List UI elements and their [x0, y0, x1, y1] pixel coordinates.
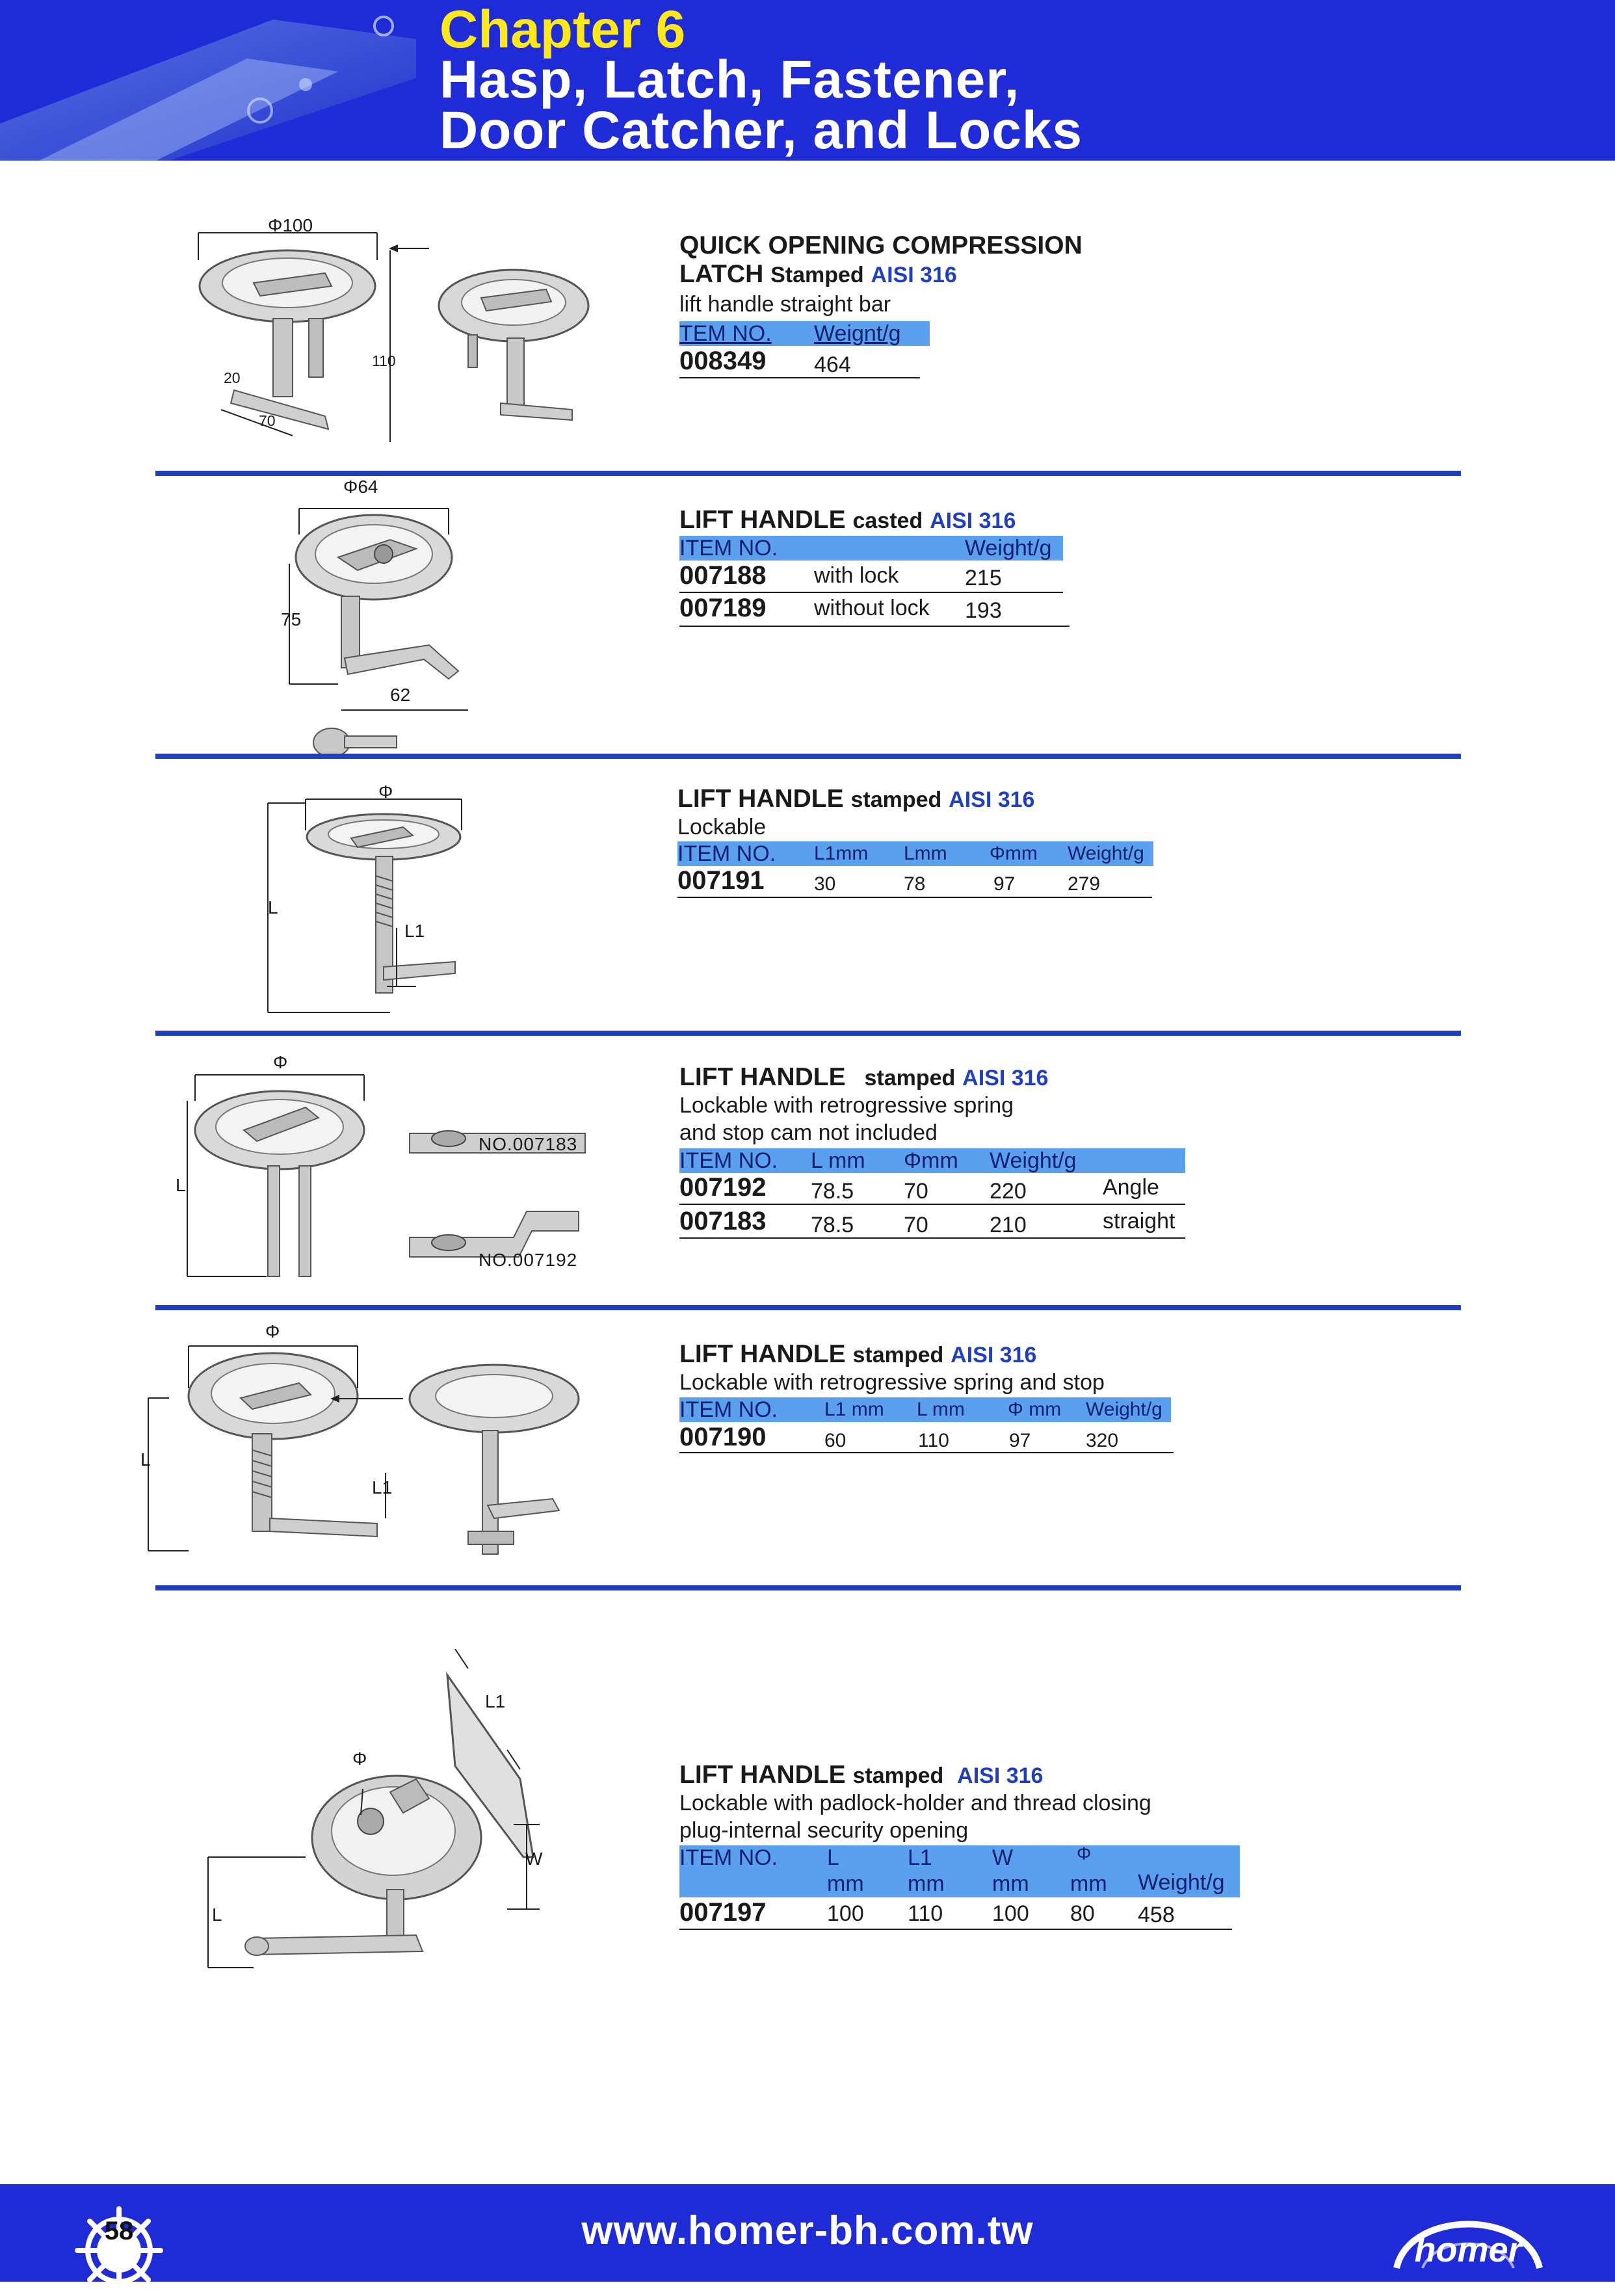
row-underline: [679, 626, 1070, 627]
product-name: LIFT HANDLE: [679, 1761, 846, 1789]
dim-l1: L1: [404, 921, 425, 941]
item-number: 007190: [679, 1423, 767, 1451]
weight-value: 464: [814, 352, 851, 377]
dim-diameter: Φ: [265, 1321, 280, 1341]
cam-type: straight: [1103, 1209, 1175, 1234]
l-value: 78.5: [811, 1213, 854, 1237]
product-007188: [0, 476, 1615, 756]
dim-width: 62: [390, 685, 411, 705]
item-number: 007192: [679, 1173, 767, 1202]
product-description: lift handle straight bar: [679, 292, 891, 317]
product-description: Lockable with retrogressive spring and stop: [679, 1370, 1105, 1395]
chapter-title-line-1: Hasp, Latch, Fastener,: [440, 50, 1020, 109]
product-name: LIFT HANDLE: [679, 506, 846, 534]
product-name: LIFT HANDLE: [679, 1063, 846, 1091]
col-weight: Weight/g: [1068, 843, 1144, 864]
item-number: 007197: [679, 1898, 767, 1927]
hinge-illustration: [0, 0, 416, 161]
col-item: ITEM NO.: [679, 1845, 778, 1870]
lift-handle-stop-drawing: [143, 1336, 624, 1570]
product-title: [679, 1063, 1048, 1092]
separator: [155, 1031, 1461, 1036]
col-l: L mm: [811, 1148, 865, 1173]
product-material: stamped: [852, 1763, 944, 1788]
col-weight: Weight/g: [1138, 1870, 1225, 1895]
chapter-number: Chapter 6: [440, 0, 686, 59]
item-number: 007183: [679, 1207, 767, 1235]
product-description: Lockable: [677, 815, 767, 839]
separator: [155, 471, 1461, 476]
product-material: stamped: [850, 787, 942, 812]
page-number: 58: [104, 2217, 134, 2245]
item-number: 008349: [679, 347, 767, 375]
col-l: L: [827, 1845, 839, 1870]
row-underline: [679, 1204, 1185, 1205]
dim-length: L: [176, 1175, 186, 1195]
product-name: LIFT HANDLE: [679, 1340, 846, 1368]
weight-value: 320: [1086, 1430, 1119, 1451]
product-007192: [0, 1036, 1615, 1302]
col-item: ITEM NO.: [679, 1148, 778, 1173]
col-phi: Φ mm: [1008, 1399, 1062, 1420]
variant: with lock: [814, 563, 899, 588]
weight-value: 279: [1068, 873, 1101, 895]
dim-length: L: [212, 1905, 222, 1925]
col-weight: Weignt/g: [814, 321, 901, 346]
product-title: [679, 231, 1083, 260]
unit-l: mm: [827, 1871, 864, 1896]
col-item: TEM NO.: [679, 321, 772, 346]
col-l: L mm: [917, 1399, 965, 1420]
phi-value: 97: [993, 873, 1016, 895]
col-item: ITEM NO.: [679, 536, 778, 561]
dim-l1: L1: [485, 1691, 506, 1711]
product-title: [677, 785, 1034, 814]
dim-diameter: Φ: [378, 782, 393, 802]
dim-diameter: Φ: [352, 1748, 367, 1769]
item-number: 007189: [679, 594, 767, 622]
col-l1: L1: [908, 1845, 932, 1870]
phi-value: 97: [1009, 1430, 1031, 1451]
separator: [155, 754, 1461, 759]
phi-value: 70: [904, 1179, 928, 1204]
chapter-header: [0, 0, 1615, 161]
col-phi: Φ: [1077, 1843, 1092, 1864]
separator: [155, 1585, 1461, 1590]
l-value: 100: [827, 1901, 864, 1926]
weight-value: 215: [965, 566, 1002, 590]
col-weight: Weight/g: [1086, 1399, 1162, 1420]
lift-handle-casted-drawing: [280, 489, 488, 762]
weight-value: 210: [990, 1213, 1027, 1237]
variant: without lock: [814, 596, 930, 620]
dim-diameter: Φ: [273, 1052, 288, 1072]
lift-handle-lockable-drawing: [260, 791, 481, 1019]
col-l1: L1 mm: [824, 1399, 884, 1420]
product-title-line-2: [679, 260, 957, 289]
product-grade: AISI 316: [871, 263, 957, 287]
product-title: [679, 506, 1016, 535]
cam-type: Angle: [1103, 1175, 1159, 1200]
row-underline: [679, 1237, 1185, 1239]
l-value: 78: [904, 873, 926, 895]
product-007197: [0, 1590, 1615, 2007]
col-weight: Weight/g: [990, 1148, 1077, 1173]
chapter-title-line-2: Door Catcher, and Locks: [440, 101, 1083, 160]
l-value: 78.5: [811, 1179, 854, 1204]
l1-value: 110: [908, 1901, 943, 1926]
product-grade: AISI 316: [951, 1343, 1037, 1367]
weight-value: 193: [965, 598, 1002, 623]
item-number: 007191: [677, 866, 765, 895]
unit-l1: mm: [908, 1871, 945, 1896]
weight-value: 458: [1138, 1903, 1175, 1927]
product-title: [679, 1340, 1036, 1369]
row-underline: [679, 1929, 1232, 1930]
dim-height: 75: [281, 609, 302, 629]
item-number: 007188: [679, 561, 767, 590]
product-grade: AISI 316: [930, 508, 1016, 533]
dim-diameter: Φ64: [343, 477, 378, 497]
product-name: LIFT HANDLE: [677, 785, 844, 813]
stop-cam-label-angle: NO.007192: [479, 1250, 578, 1270]
col-item: ITEM NO.: [677, 841, 776, 866]
dim-length: L: [140, 1449, 151, 1470]
col-item: ITEM NO.: [679, 1397, 778, 1422]
col-l: Lmm: [904, 843, 947, 864]
dim-l1: L1: [372, 1477, 393, 1498]
product-008349: [0, 195, 1615, 468]
product-grade: AISI 316: [949, 787, 1035, 812]
website-url[interactable]: www.homer-bh.com.tw: [581, 2208, 1034, 2253]
col-weight: Weight/g: [965, 536, 1052, 561]
unit-w: mm: [992, 1871, 1029, 1896]
product-name-2: LATCH: [679, 260, 764, 288]
row-underline: [679, 1452, 1174, 1453]
product-grade: AISI 316: [962, 1066, 1049, 1090]
unit-phi: mm: [1070, 1871, 1107, 1896]
dim-length: 70: [259, 412, 276, 429]
product-description: Lockable with retrogressive spring: [679, 1093, 1014, 1118]
dim-diameter: Φ100: [268, 215, 313, 235]
col-l1: L1mm: [814, 843, 869, 864]
w-value: 100: [992, 1901, 1029, 1926]
col-w: W: [992, 1845, 1014, 1870]
dim-width: W: [525, 1849, 543, 1869]
weight-value: 220: [990, 1179, 1027, 1204]
col-phi: Φmm: [904, 1148, 958, 1173]
l1-value: 30: [814, 873, 836, 895]
separator: [155, 1305, 1461, 1310]
compression-latch-drawing: [195, 221, 598, 442]
product-007190: [0, 1310, 1615, 1590]
product-grade: AISI 316: [957, 1763, 1044, 1788]
product-material: stamped: [852, 1343, 944, 1367]
row-underline: [677, 897, 1152, 898]
dim-length: L: [268, 897, 278, 917]
product-description-2: plug-internal security opening: [679, 1818, 969, 1843]
product-description: Lockable with padlock-holder and thread closing: [679, 1791, 1151, 1815]
product-material: stamped: [864, 1066, 956, 1090]
dim-height: 110: [372, 352, 396, 369]
brand-logo-text: homer: [1414, 2230, 1522, 2269]
col-phi: Φmm: [990, 843, 1038, 864]
row-underline: [679, 377, 920, 378]
product-material: Stamped: [770, 263, 864, 287]
l1-value: 60: [824, 1430, 847, 1451]
phi-value: 70: [904, 1213, 928, 1237]
product-name: QUICK OPENING COMPRESSION: [679, 231, 1083, 259]
stop-cam-label-straight: NO.007183: [479, 1134, 578, 1154]
product-title: [679, 1761, 1043, 1790]
product-description-2: and stop cam not included: [679, 1120, 938, 1145]
product-007191: [0, 759, 1615, 1032]
dim-width: 20: [224, 369, 241, 386]
l-value: 110: [918, 1430, 949, 1451]
product-material: casted: [852, 508, 923, 533]
phi-value: 80: [1070, 1901, 1095, 1926]
